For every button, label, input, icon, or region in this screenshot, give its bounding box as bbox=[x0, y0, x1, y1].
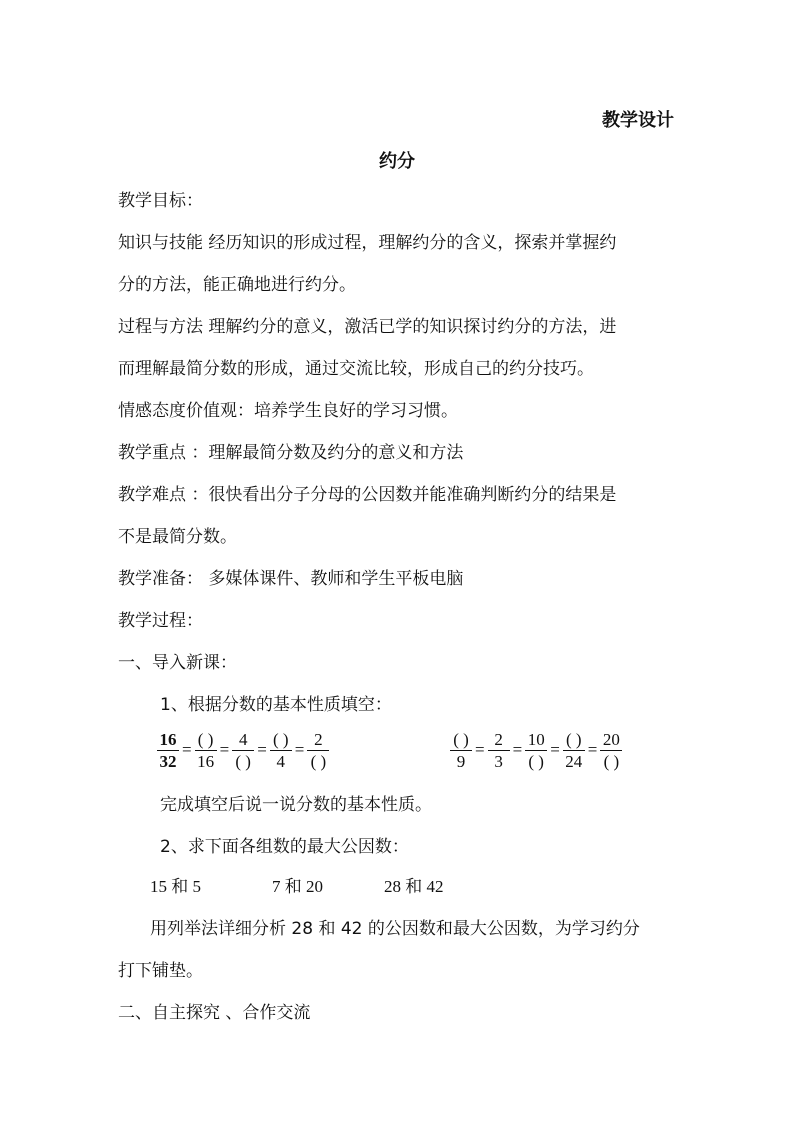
fraction-denominator: 4 bbox=[276, 751, 286, 771]
fraction-equation-left bbox=[155, 726, 331, 774]
equals-sign: = bbox=[475, 740, 485, 759]
fraction-bar bbox=[307, 750, 329, 751]
fraction-numerator: 4 bbox=[238, 729, 248, 749]
fraction-numerator: 2 bbox=[314, 729, 323, 749]
task2: 2、求下面各组数的最大公因数： bbox=[160, 837, 409, 857]
fraction-denominator: ( ) bbox=[310, 751, 327, 771]
fraction-numerator: ( ) bbox=[272, 729, 289, 749]
fraction-denominator: 24 bbox=[565, 751, 583, 771]
equals-sign: = bbox=[294, 740, 305, 759]
fraction-numerator: ( ) bbox=[565, 729, 582, 749]
fraction bbox=[600, 730, 622, 771]
fraction-numerator: ( ) bbox=[197, 729, 214, 749]
fraction-denominator: 3 bbox=[494, 751, 503, 771]
process-heading: 教学过程： bbox=[118, 611, 203, 631]
task1-note: 完成填空后说一说分数的基本性质。 bbox=[160, 795, 432, 815]
goals-heading: 教学目标： bbox=[118, 191, 203, 211]
goal-knowledge-line2: 分的方法，能正确地进行约分。 bbox=[118, 275, 356, 295]
fraction-numerator: 16 bbox=[159, 729, 177, 749]
analysis-line2: 打下铺垫。 bbox=[118, 961, 203, 981]
section-explore: 二、自主探究 、合作交流 bbox=[118, 1003, 311, 1023]
lesson-title: 约分 bbox=[379, 151, 415, 172]
goal-process-line2: 而理解最简分数的形成，通过交流比较，形成自己的约分技巧。 bbox=[118, 359, 594, 379]
fraction bbox=[563, 730, 585, 771]
fraction-bar bbox=[525, 750, 547, 751]
goal-attitude: 情感态度价值观：培养学生良好的学习习惯。 bbox=[118, 401, 458, 421]
equals-sign: = bbox=[219, 740, 230, 759]
goal-knowledge-line1: 知识与技能 经历知识的形成过程，理解约分的含义，探索并掌握约 bbox=[118, 233, 617, 253]
key-point: 教学重点 ：理解最简分数及约分的意义和方法 bbox=[118, 443, 464, 463]
equals-sign: = bbox=[550, 740, 560, 759]
fraction-numerator: 2 bbox=[494, 729, 503, 749]
fraction bbox=[488, 730, 510, 771]
equals-sign: = bbox=[182, 740, 192, 759]
fraction bbox=[157, 730, 179, 771]
gcf-pair: 28 和 42 bbox=[384, 877, 444, 896]
fraction bbox=[270, 730, 292, 771]
fraction-denominator: ( ) bbox=[235, 751, 251, 771]
fraction-denominator: 16 bbox=[197, 751, 215, 771]
doc-label: 教学设计 bbox=[602, 110, 674, 131]
fraction-denominator: 9 bbox=[456, 751, 466, 771]
fraction-bar bbox=[157, 750, 179, 751]
goal-process-line1: 过程与方法 理解约分的意义，激活已学的知识探讨约分的方法，进 bbox=[118, 317, 617, 337]
fraction-bar bbox=[232, 750, 254, 751]
fraction bbox=[232, 730, 254, 771]
gcf-pair: 7 和 20 bbox=[272, 877, 323, 896]
task1: 1、根据分数的基本性质填空： bbox=[160, 695, 392, 715]
difficulty-line1: 教学难点 ：很快看出分子分母的公因数并能准确判断约分的结果是 bbox=[118, 485, 617, 505]
equals-sign: = bbox=[587, 740, 598, 759]
preparation: 教学准备： 多媒体课件、教师和学生平板电脑 bbox=[118, 569, 464, 589]
equals-sign: = bbox=[257, 740, 267, 759]
fraction-denominator: 32 bbox=[159, 751, 177, 771]
fraction-bar bbox=[563, 750, 585, 751]
difficulty-line2: 不是最简分数。 bbox=[118, 527, 237, 547]
fraction-numerator: 10 bbox=[527, 729, 545, 749]
fraction-bar bbox=[600, 750, 622, 751]
fraction-bar bbox=[450, 750, 472, 751]
fraction-bar bbox=[195, 750, 217, 751]
fraction-numerator: 20 bbox=[602, 729, 620, 749]
fraction-bar bbox=[270, 750, 292, 751]
fraction-denominator: ( ) bbox=[603, 751, 620, 771]
gcf-pair: 15 和 5 bbox=[150, 877, 201, 896]
fraction bbox=[450, 730, 472, 771]
fraction-numerator: ( ) bbox=[453, 729, 469, 749]
fraction bbox=[525, 730, 547, 771]
fraction-denominator: ( ) bbox=[528, 751, 544, 771]
analysis-line1: 用列举法详细分析 28 和 42 的公因数和最大公因数，为学习约分 bbox=[150, 919, 640, 939]
equals-sign: = bbox=[512, 740, 523, 759]
fraction bbox=[307, 730, 329, 771]
fraction-equation-right bbox=[448, 726, 624, 774]
section-intro: 一、导入新课： bbox=[118, 653, 237, 673]
fraction bbox=[195, 730, 217, 771]
fraction-bar bbox=[488, 750, 510, 751]
